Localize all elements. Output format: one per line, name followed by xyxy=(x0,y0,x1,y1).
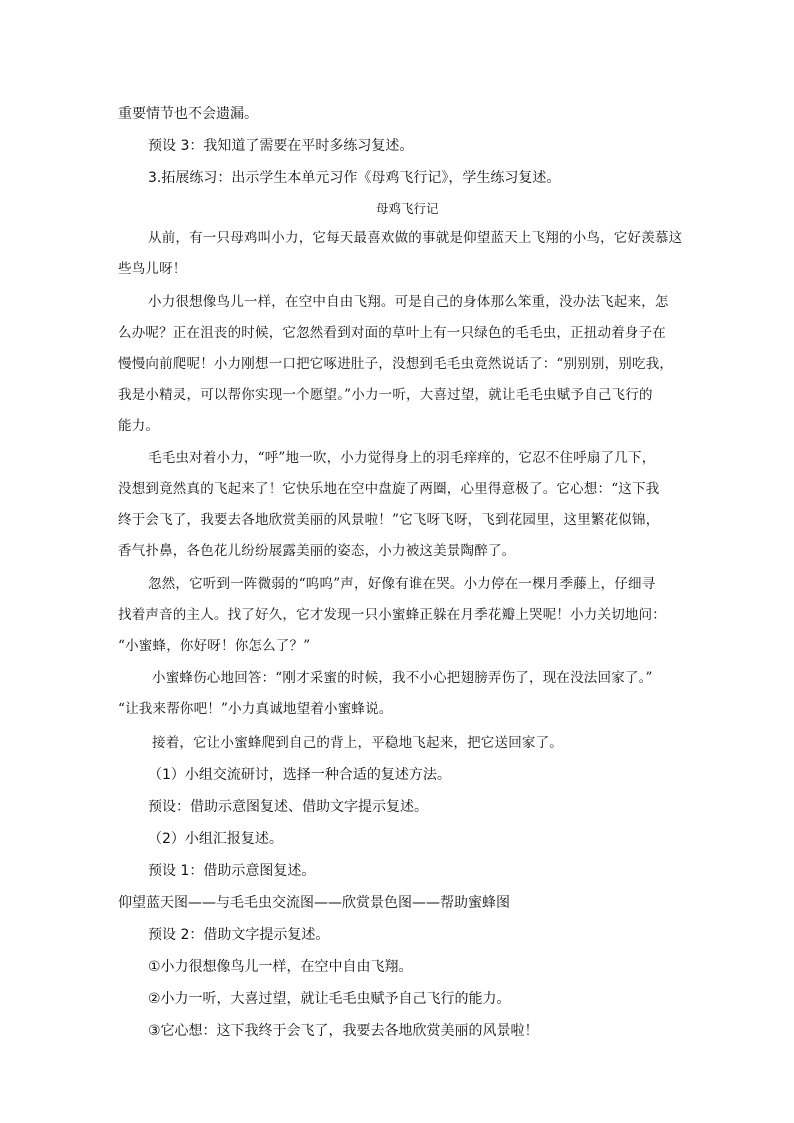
essay-line: 接着，它让小蜜蜂爬到自己的背上，平稳地飞起来，把它送回家了。 xyxy=(152,735,563,751)
essay-title: 母鸡飞行记 xyxy=(376,201,439,216)
essay-line: 没想到竟然真的飞起来了！它快乐地在空中盘旋了两圈，心里得意极了。它心想：“这下我 xyxy=(118,481,660,497)
essay-line: 香气扑鼻，各色花儿纷纷展露美丽的姿态，小力被这美景陶醉了。 xyxy=(118,543,516,559)
essay-line: 能力。 xyxy=(118,418,160,434)
essay-line: 终于会飞了，我要去各地欣赏美丽的风景啦！”它飞呀飞呀，飞到花园里，这里繁花似锦， xyxy=(118,512,660,528)
essay-line: 么办呢？正在沮丧的时候，它忽然看到对面的草叶上有一只绿色的毛毛虫，正扭动着身子在 xyxy=(118,325,666,341)
essay-line: “让我来帮你吧！”小力真诚地望着小蜜蜂说。 xyxy=(118,701,393,717)
essay-line: 我是小精灵，可以帮你实现一个愿望。”小力一听，大喜过望，就让毛毛虫赋予自己飞行的 xyxy=(118,387,653,403)
extension-exercise-line: 3.拓展练习：出示学生本单元习作《母鸡飞行记》，学生练习复述。 xyxy=(148,170,561,186)
text-line: 重要情节也不会遗漏。 xyxy=(118,106,258,122)
diagram-sequence-line: 仰望蓝天图——与毛毛虫交流图——欣赏景色图——帮助蜜蜂图 xyxy=(118,895,510,911)
essay-line: 些鸟儿呀！ xyxy=(118,261,187,277)
essay-line: “小蜜蜂，你好呀！你怎么了？” xyxy=(118,638,311,654)
preset-line: 预设：借助示意图复述、借助文字提示复述。 xyxy=(148,799,428,815)
essay-line: 找着声音的主人。找了好久，它才发现一只小蜜蜂正躲在月季花瓣上哭呢！小力关切地问： xyxy=(118,607,666,623)
prompt-3-line: ③它心想：这下我终于会飞了，我要去各地欣赏美丽的风景啦！ xyxy=(148,1023,539,1039)
preset-1-line: 预设 1：借助示意图复述。 xyxy=(148,863,316,879)
essay-line: 忽然，它听到一阵微弱的“呜呜”声，好像有谁在哭。小力停在一棵月季藤上，仔细寻 xyxy=(148,576,656,592)
prompt-2-line: ②小力一听，大喜过望，就让毛毛虫赋予自己飞行的能力。 xyxy=(148,991,511,1007)
step-1-line: （1）小组交流研讨，选择一种合适的复述方法。 xyxy=(148,767,451,783)
preset-2-line: 预设 2：借助文字提示复述。 xyxy=(148,927,330,943)
preset-3-line: 预设 3：我知道了需要在平时多练习复述。 xyxy=(148,138,414,154)
essay-line: 小力很想像鸟儿一样，在空中自由飞翔。可是自己的身体那么笨重，没办法飞起来，怎 xyxy=(148,294,669,310)
prompt-1-line: ①小力很想像鸟儿一样，在空中自由飞翔。 xyxy=(148,959,413,975)
essay-line: 慢慢向前爬呢！小力刚想一口把它啄进肚子，没想到毛毛虫竟然说话了：“别别别，别吃我， xyxy=(118,356,674,372)
essay-line: 毛毛虫对着小力，“呼”地一吹，小力觉得身上的羽毛痒痒的，它忍不住呼扇了几下， xyxy=(148,450,656,466)
essay-line: 从前，有一只母鸡叫小力，它每天最喜欢做的事就是仰望蓝天上飞翔的小鸟，它好羡慕这 xyxy=(148,230,683,246)
essay-line: 小蜜蜂伤心地回答：“刚才采蜜的时候，我不小心把翅膀弄伤了，现在没法回家了。” xyxy=(152,670,653,686)
step-2-line: （2）小组汇报复述。 xyxy=(148,831,283,847)
